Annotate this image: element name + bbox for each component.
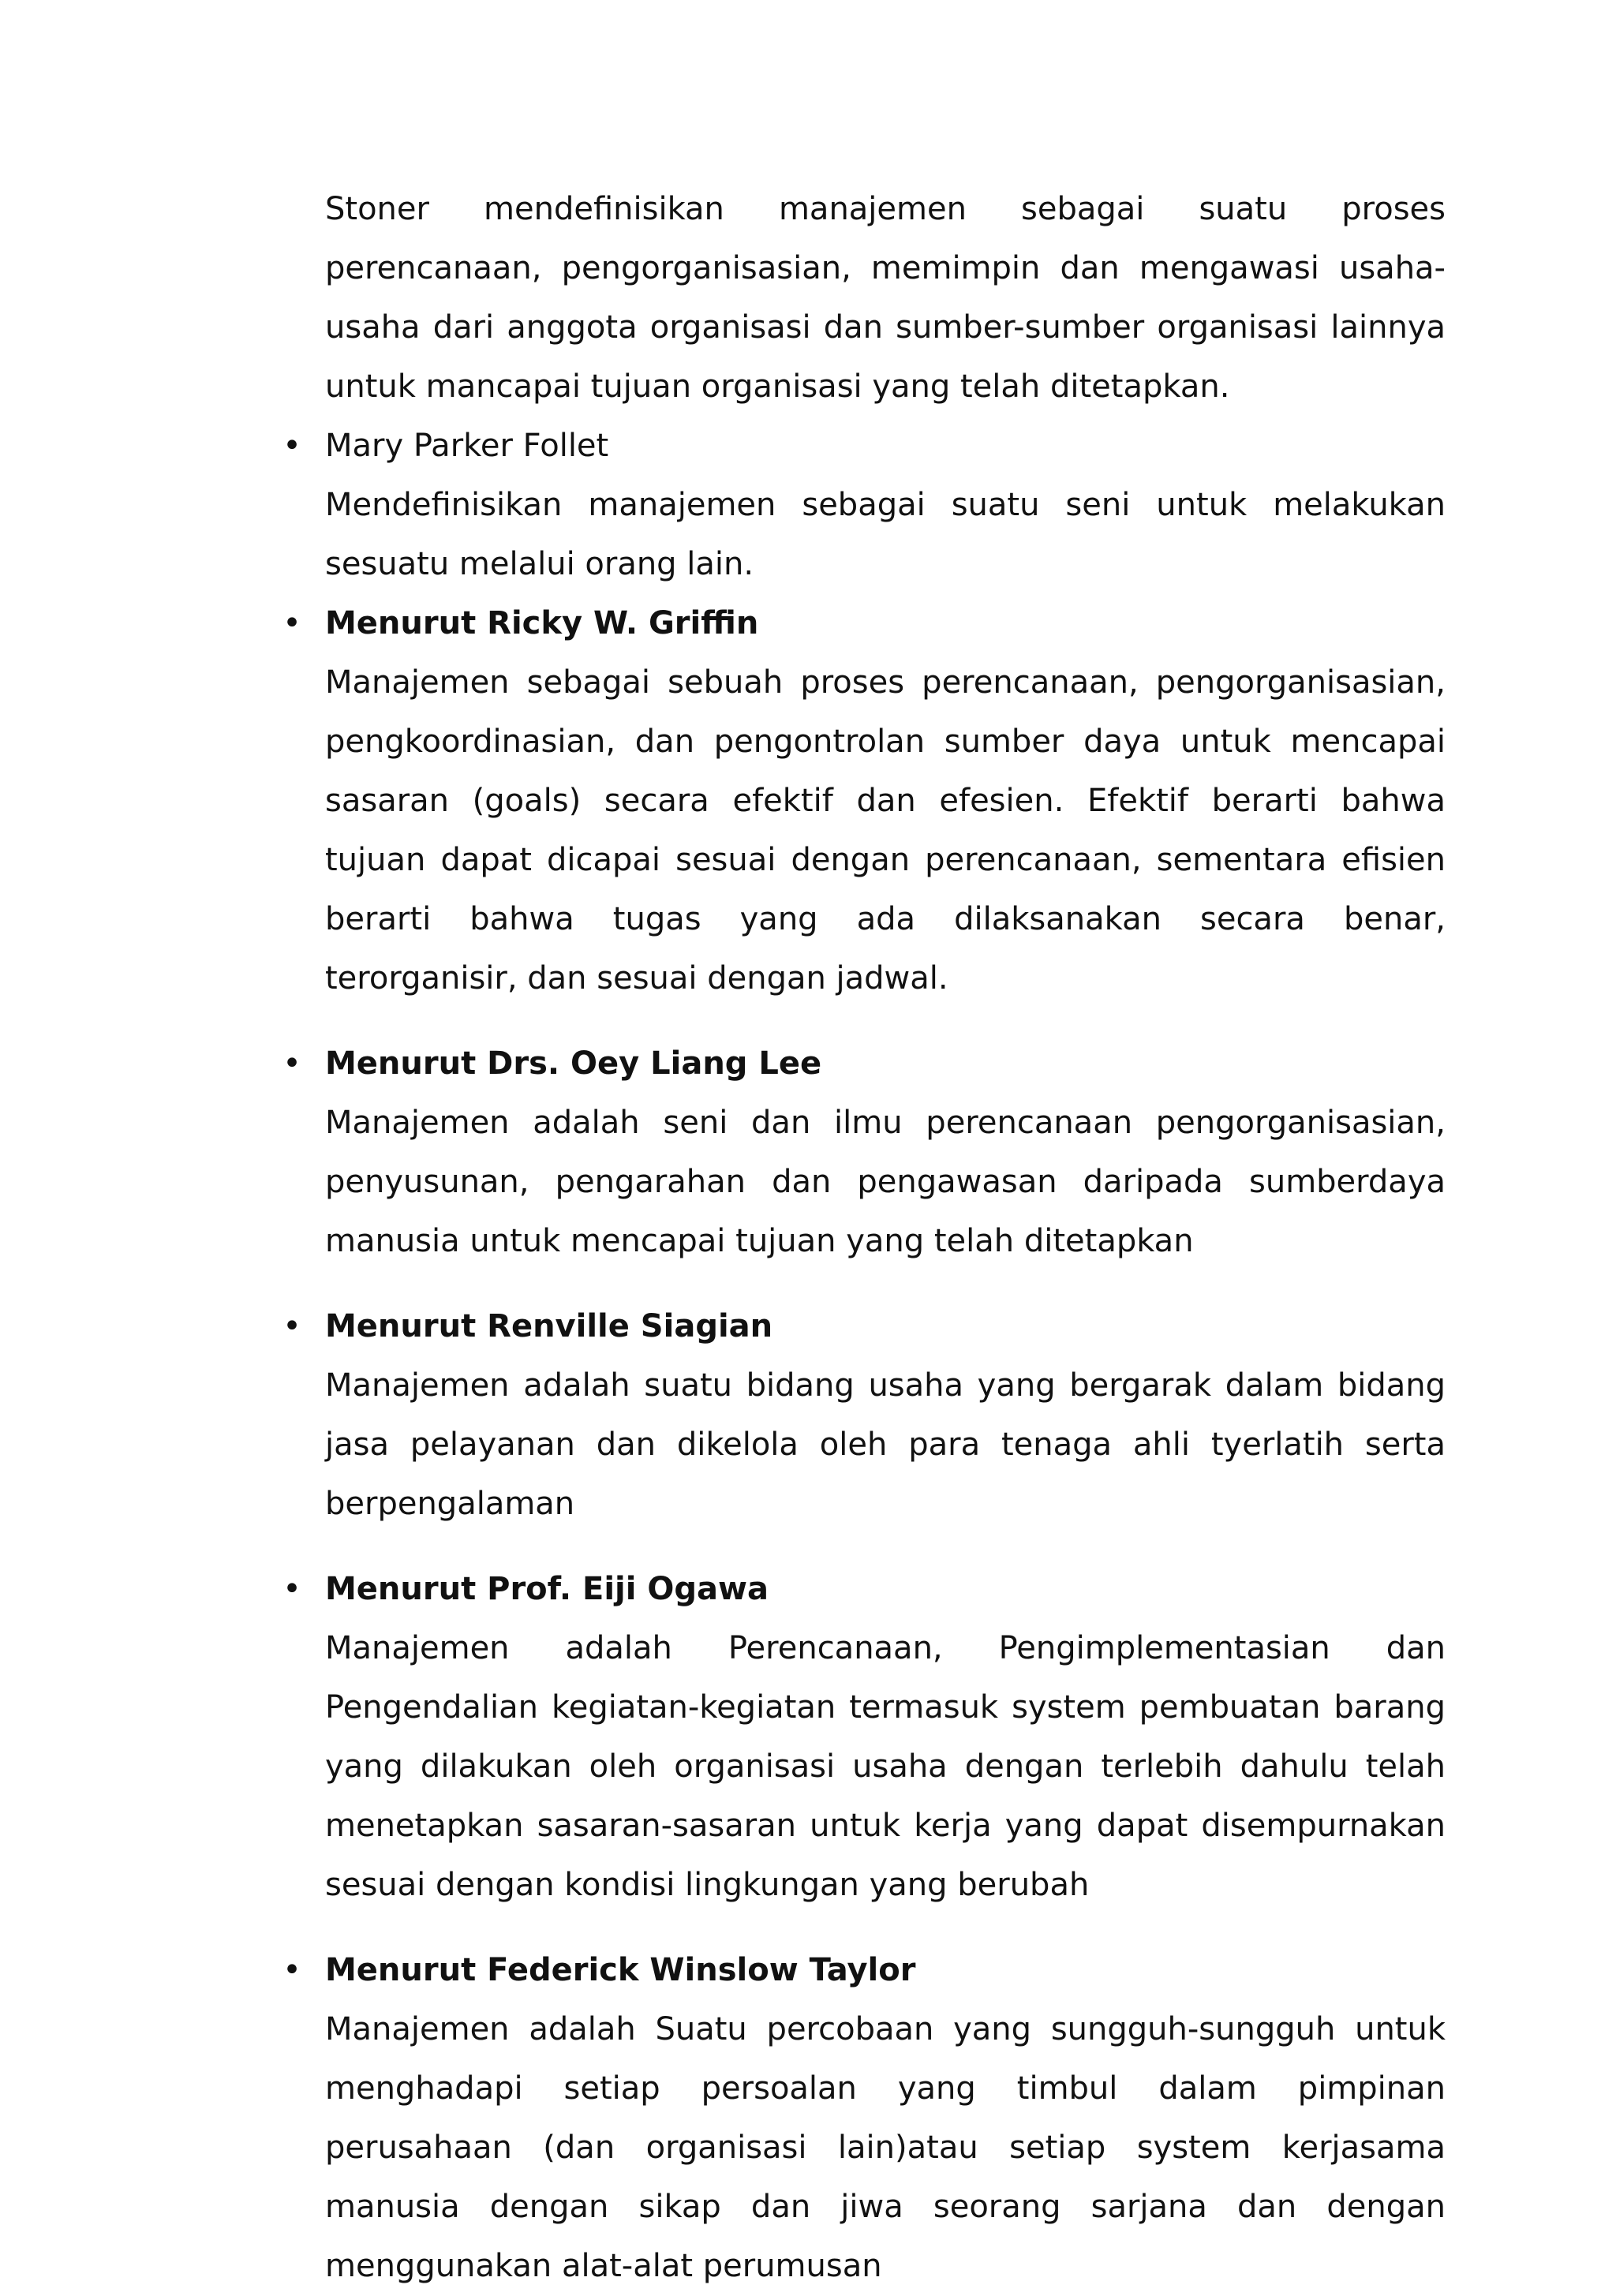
item-heading: Menurut Renville Siagian [325, 1308, 773, 1344]
document-body [282, 180, 1446, 2296]
list-item-oey-liang-lee [282, 1034, 1446, 1271]
spacer [325, 1008, 1446, 1034]
item-text: Manajemen adalah Suatu percobaan yang sungguh-sungguh untuk menghadapi setiap persoalan yang timbul dalam pimpinan perusahaan (dan organisasi lain)atau setiap system kerjasama manusia dengan sikap dan jiwa seorang sarjana dan dengan menggunakan alat-alat perumusan [325, 2011, 1446, 2284]
bullet-icon: • [282, 1952, 301, 1988]
bullet-icon: • [282, 1571, 301, 1607]
item-text: Mendefinisikan manajemen sebagai suatu seni untuk melakukan sesuatu melalui orang lain. [325, 487, 1446, 582]
item-text: Manajemen sebagai sebuah proses perencanaan, pengorganisasian, pengkoordinasian, dan pengontrolan sumber daya untuk mencapai sasaran (goals) secara efektif dan efesien. Efektif berarti bahwa tujuan dapat dicapai sesuai dengan perencanaan, sementara efisien berarti bahwa tugas yang ada dilaksanakan secara benar, terorganisir, dan sesuai dengan jadwal. [325, 664, 1446, 997]
item-text: Manajemen adalah seni dan ilmu perencanaan pengorganisasian, penyusunan, pengarahan dan pengawasan daripada sumberdaya manusia untuk mencapai tujuan yang telah ditetapkan [325, 1105, 1446, 1259]
bullet-icon: • [282, 1045, 301, 1082]
spacer [325, 1534, 1446, 1560]
list-item-siagian [282, 1297, 1446, 1534]
spacer [325, 1915, 1446, 1941]
intro-paragraph: Stoner mendefinisikan manajemen sebagai suatu proses perencanaan, pengorganisasian, memimpin dan mengawasi usaha-usaha dari anggota organisasi dan sumber-sumber organisasi lainnya untuk mancapai tujuan organisasi yang telah ditetapkan. [325, 191, 1446, 405]
item-heading: Menurut Federick Winslow Taylor [325, 1952, 916, 1988]
item-heading: Mary Parker Follet [325, 428, 609, 464]
list-item-taylor [282, 1941, 1446, 2296]
item-heading: Menurut Drs. Oey Liang Lee [325, 1045, 822, 1082]
bullet-icon: • [282, 428, 301, 464]
list-item-follet [282, 417, 1446, 594]
bullet-icon: • [282, 605, 301, 641]
item-heading: Menurut Ricky W. Griffin [325, 605, 759, 641]
list-item-ogawa [282, 1560, 1446, 1915]
spacer [325, 1271, 1446, 1297]
bullet-icon: • [282, 1308, 301, 1344]
list-item-griffin [282, 594, 1446, 1008]
item-text: Manajemen adalah Perencanaan, Pengimplementasian dan Pengendalian kegiatan-kegiatan termasuk system pembuatan barang yang dilakukan oleh organisasi usaha dengan terlebih dahulu telah menetapkan sasaran-sasaran untuk kerja yang dapat disempurnakan sesuai dengan kondisi lingkungan yang berubah [325, 1630, 1446, 1903]
item-heading: Menurut Prof. Eiji Ogawa [325, 1571, 769, 1607]
item-text: Manajemen adalah suatu bidang usaha yang bergarak dalam bidang jasa pelayanan dan dikelola oleh para tenaga ahli tyerlatih serta berpengalaman [325, 1367, 1446, 1522]
